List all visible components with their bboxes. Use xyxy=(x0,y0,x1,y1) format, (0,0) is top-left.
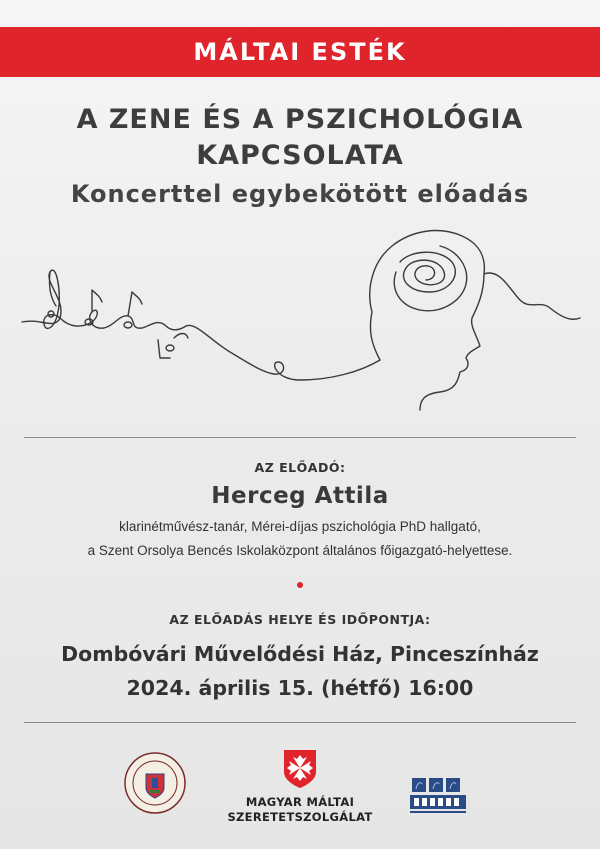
header-banner: MÁLTAI ESTÉK xyxy=(0,27,600,77)
mmsz-line-1: MAGYAR MÁLTAI xyxy=(245,795,355,809)
speaker-name: Herceg Attila xyxy=(211,483,389,509)
speaker-description-1: klarinétművész-tanár, Mérei-díjas pszichológia PhD hallgató, xyxy=(119,519,481,534)
school-seal-icon xyxy=(124,752,186,814)
music-to-head-line-art-icon xyxy=(0,215,600,415)
event-venue: Dombóvári Művelődési Ház, Pinceszínház xyxy=(61,642,539,666)
speaker-description-2: a Szent Orsolya Bencés Iskolaközpont általános főigazgató-helyettese. xyxy=(87,543,513,558)
title-line-2: KAPCSOLATA xyxy=(196,140,404,171)
event-datetime: 2024. április 15. (hétfő) 16:00 xyxy=(126,676,474,700)
divider-bottom xyxy=(24,722,576,723)
title-line-1: A ZENE ÉS A PSZICHOLÓGIA xyxy=(76,104,524,135)
divider-top xyxy=(24,437,576,438)
speaker-label: AZ ELŐADÓ: xyxy=(254,460,346,475)
separator-dot xyxy=(297,582,303,588)
event-label: AZ ELŐADÁS HELYE ÉS IDŐPONTJA: xyxy=(169,612,431,627)
dkszk-logo-icon xyxy=(408,776,472,816)
mmsz-line-2: SZERETETSZOLGÁLAT xyxy=(227,810,373,824)
maltese-cross-shield-icon xyxy=(282,748,318,790)
mmsz-logo-text xyxy=(210,795,390,825)
subtitle: Koncerttel egybekötött előadás xyxy=(70,180,530,208)
